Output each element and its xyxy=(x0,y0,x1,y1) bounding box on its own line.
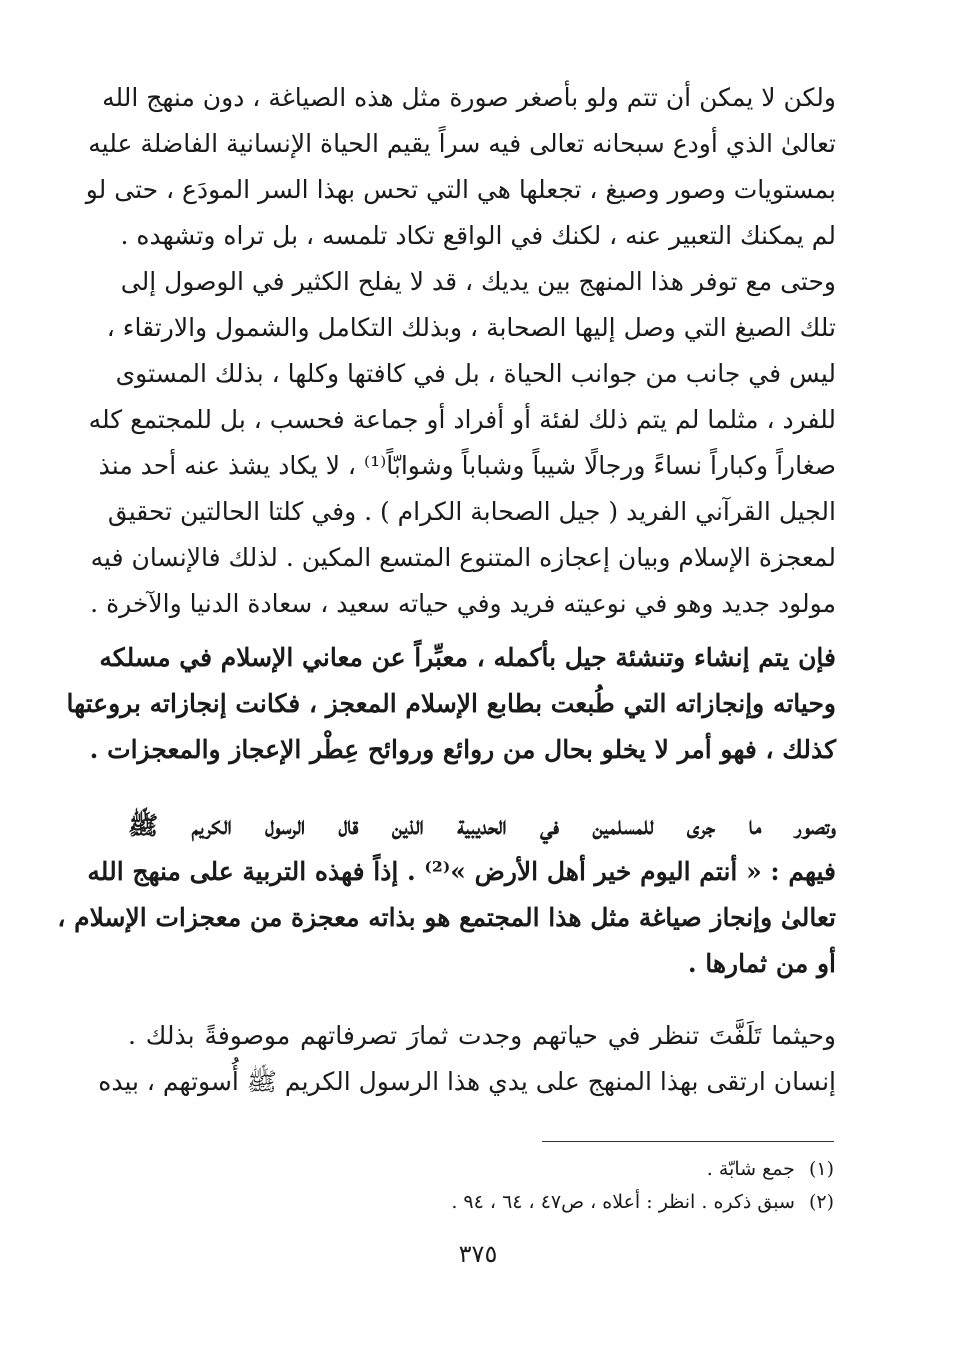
footnote-number: (١) xyxy=(808,1158,834,1180)
body-line: الجيل القرآني الفريد ( جيل الصحابة الكرام ) . وفي كلتا الحالتين تحقيق xyxy=(107,497,836,526)
body-line: ليس في جانب من جوانب الحياة ، بل في كافتها وكلها ، بذلك المستوى xyxy=(115,359,836,388)
body-line: ولكن لا يمكن أن تتم ولو بأصغر صورة مثل هذه الصياغة ، دون منهج الله xyxy=(102,83,836,112)
body-line: وحتى مع توفر هذا المنهج بين يديك ، قد لا يفلح الكثير في الوصول إلى xyxy=(120,267,836,296)
footnote-text: جمع شابّة . xyxy=(706,1158,795,1180)
bold-line: فإن يتم إنشاء وتنشئة جيل بأكمله ، معبِّراً عن معاني الإسلام في مسلكه xyxy=(99,643,836,672)
bold-line: وحياته وإنجازاته التي طُبعت بطابع الإسلام المعجز ، فكانت إنجازاته بروعتها xyxy=(66,689,836,718)
body-line: وحيثما تَلَفَّتَ تنظر في حياتهم وجدت ثمارَ تصرفاتهم موصوفةً بذلك . xyxy=(128,1021,836,1050)
body-line: مولود جديد وهو في نوعيته فريد وفي حياته سعيد ، سعادة الدنيا والآخرة . xyxy=(90,589,836,618)
body-line: للفرد ، مثلما لم يتم ذلك لفئة أو أفراد أو جماعة فحسب ، بل للمجتمع كله xyxy=(88,405,836,434)
body-line: لم يمكنك التعبير عنه ، لكنك في الواقع تكاد تلمسه ، بل تراه وتشهده . xyxy=(120,221,836,250)
bold-line: كذلك ، فهو أمر لا يخلو بحال من روائع وروائح عِطْر الإعجاز والمعجزات . xyxy=(89,735,836,764)
footnote-number: (٢) xyxy=(808,1191,834,1213)
body-line: تلك الصيغ التي وصل إليها الصحابة ، وبذلك التكامل والشمول والارتقاء ، xyxy=(106,313,836,342)
body-line: بمستويات وصور وصيغ ، تجعلها هي التي تحس بهذا السر المودَع ، حتى لو xyxy=(85,175,836,204)
body-line: صغاراً وكباراً نساءً ورجالًا شيباً وشباباً وشوابّاً⁽¹⁾ ، لا يكاد يشذ عنه أحد منذ xyxy=(98,451,836,480)
body-line: لمعجزة الإسلام وبيان إعجازه المتنوع المتسع المكين . لذلك فالإنسان فيه xyxy=(90,543,836,572)
footnote-text: سبق ذكره . انظر : أعلاه ، ص٤٧ ، ٦٤ ، ٩٤ . xyxy=(451,1191,795,1213)
bold-line: وتصور ما جرى للمسلمين في الحديبية الذين قال الرسول الكريم ﷺ xyxy=(128,811,836,840)
body-line: إنسان ارتقى بهذا المنهج على يدي هذا الرسول الكريم ﷺ أُسوتهم ، بيده xyxy=(98,1067,836,1096)
footnote-1 xyxy=(300,1155,834,1183)
bold-line: فيهم : « أنتم اليوم خير أهل الأرض »⁽²⁾ . إذاً فهذه التربية على منهج الله xyxy=(87,857,836,886)
bold-line: أو من ثمارها . xyxy=(687,949,836,978)
footnote-2 xyxy=(300,1188,834,1216)
body-line: تعالىٰ الذي أودع سبحانه تعالى فيه سراً يقيم الحياة الإنسانية الفاضلة عليه xyxy=(88,129,836,158)
footnote-divider xyxy=(542,1141,834,1142)
page-number: ٣٧٥ xyxy=(458,1240,498,1268)
bold-line: تعالىٰ وإنجاز صياغة مثل هذا المجتمع هو بذاته معجزة من معجزات الإسلام ، xyxy=(57,903,836,932)
